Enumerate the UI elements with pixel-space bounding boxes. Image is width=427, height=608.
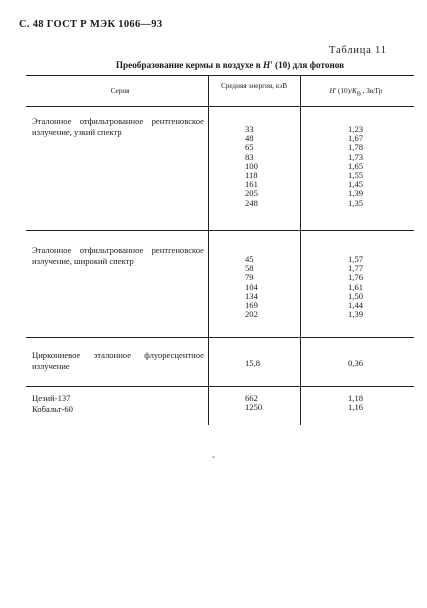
ratio-value: 1,61 [348,281,364,292]
energy-cobalt [245,403,285,412]
ratio-value: 1,45 [348,179,364,190]
table-number: Таблица 11 [329,45,387,56]
header-h-symbol: H′ [329,87,337,95]
footer-mark: ˘ [212,455,215,465]
header-energy: Средняя энергия, кэВ [220,82,288,90]
energy-value: 65 [245,142,254,153]
ratio-value: 1,39 [348,188,364,199]
header-k-subscript: B [356,91,361,98]
series-cesium: Цезий-137 [32,393,71,403]
energy-value: 33 [245,124,254,134]
energy-value: 248 [245,197,258,208]
ratio-value: 1,76 [348,272,364,283]
group-rule [26,230,414,231]
header-series: Серия [110,87,130,95]
ratio-value: 1,55 [348,169,364,180]
energy-zirconium [245,359,285,368]
page-header: С. 48 ГОСТ Р МЭК 1066—93 [19,19,163,30]
ratio-list-narrow [348,125,388,208]
ratio-value: 1,18 [348,393,364,403]
energy-value: 104 [245,281,258,292]
ratio-value: 1,73 [348,151,364,162]
ratio-value: 0,36 [348,358,364,368]
ratio-list-wide [348,255,388,319]
energy-value: 83 [245,151,254,162]
table-caption [60,60,400,70]
caption-text-end: (10) для фотонов [272,60,345,70]
header-kerma-mid: (10)/ [336,87,353,95]
energy-list-wide [245,255,285,319]
series-narrow-spectrum: Эталонное отфильтрованное рентгеновское излучение, узкий спектр [32,116,204,137]
ratio-value: 1,44 [348,299,364,310]
energy-value: 48 [245,133,254,144]
ratio-value: 1,57 [348,254,364,264]
ratio-value: 1,23 [348,124,364,134]
header-kerma-unit: , Зв/Гр [360,87,383,95]
header-k-symbol: K [352,87,357,95]
caption-text-start: Преобразование кермы в воздухе в [115,60,263,70]
caption-h-symbol: H′ [262,60,273,70]
energy-value: 118 [245,169,258,180]
ratio-cobalt [348,403,388,412]
ratio-zirconium [348,359,388,368]
energy-list-narrow [245,125,285,208]
column-divider-2-body [300,107,301,425]
table-header-rule [26,106,414,107]
ratio-value: 1,65 [348,160,364,171]
ratio-value: 1,67 [348,133,364,144]
energy-value: 79 [245,272,254,283]
energy-value: 45 [245,254,254,264]
column-divider-1-body [208,107,209,425]
ratio-value: 1,50 [348,290,364,301]
series-wide-spectrum: Эталонное отфильтрованное рентгеновское излучение, широкий спектр [32,245,204,266]
group-rule [26,337,414,338]
energy-value: 161 [245,179,258,190]
energy-value: 202 [245,309,258,320]
energy-value: 169 [245,299,258,310]
group-rule [26,386,414,387]
energy-value: 15,8 [245,358,261,368]
series-cobalt: Кобальт-60 [32,404,73,414]
ratio-value: 1,78 [348,142,364,153]
table-top-rule [26,75,414,76]
ratio-value: 1,77 [348,263,364,274]
energy-value: 58 [245,263,254,274]
ratio-value: 1,16 [348,402,364,412]
energy-value: 134 [245,290,258,301]
ratio-value: 1,35 [348,197,364,208]
energy-value: 662 [245,393,258,403]
energy-value: 100 [245,160,258,171]
series-zirconium: Циркониевое эталонное флуоресцентное излучение [32,350,204,371]
ratio-value: 1,39 [348,309,364,320]
energy-value: 1250 [245,402,263,412]
energy-value: 205 [245,188,258,199]
header-kerma-ratio [300,87,412,99]
